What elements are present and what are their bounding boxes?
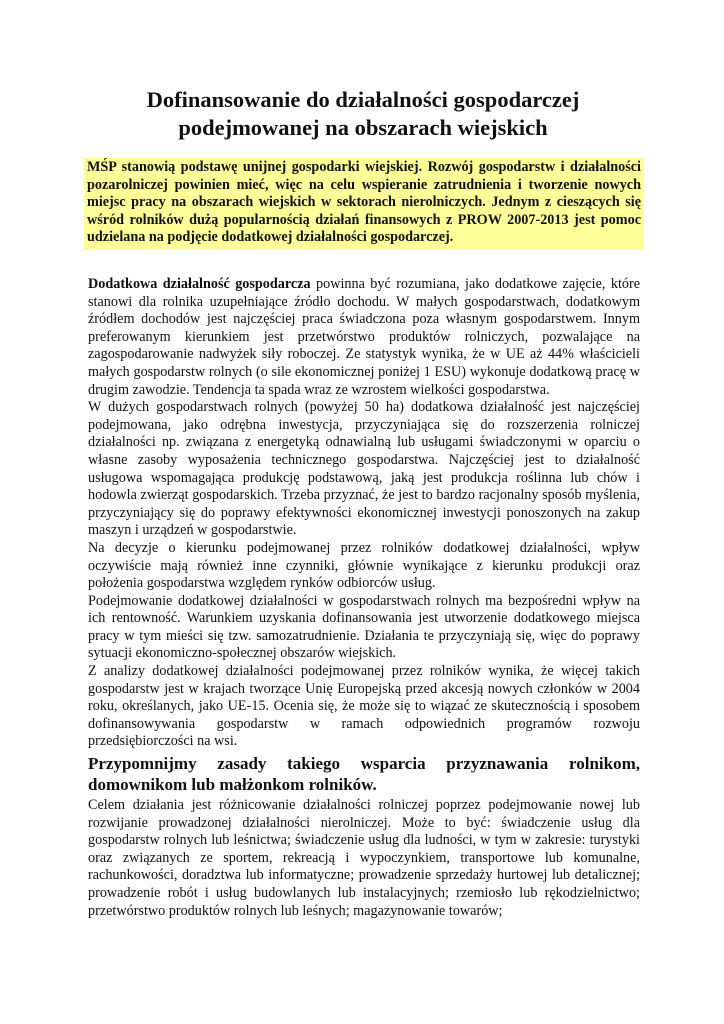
paragraph-3: Na decyzje o kierunku podejmowanej przez rolników dodatkowej działalności, wpływ oczywiście mają również inne czynniki, głównie wynikające z kierunku produkcji oraz położenia gospodarstwa względem rynków odbiorców usług. xyxy=(88,539,640,592)
section-heading: Przypomnijmy zasady takiego wsparcia przyznawania rolnikom, domownikom lub małżonkom rolników. xyxy=(88,754,640,794)
paragraph-1-bold-lead: Dodatkowa działalność gospodarcza xyxy=(88,276,311,292)
highlighted-intro: MŚP stanowią podstawę unijnej gospodarki wiejskiej. Rozwój gospodarstw i działalności pozarolniczej powinien mieć, więc na celu wspieranie zatrudnienia i tworzenie nowych miejsc pracy na obszarach wiejskich w sektorach nierolniczych. Jednym z cieszących się wśród rolników dużą popularnością działań finansowych z PROW 2007-2013 jest pomoc udzielana na podjęcie dodatkowej działalności gospodarczej. xyxy=(84,158,644,250)
paragraph-6: Celem działania jest różnicowanie działalności rolniczej poprzez podejmowanie nowej lub rozwijanie prowadzonej działalności nierolniczej. Może to być: świadczenie usług dla gospodarstw rolnych lub leśnictwa; świadczenie usług dla ludności, w tym w zakresie: turystyki oraz związanych ze sportem, rekreacją i wypoczynkiem, transportowe lub komunalne, rachunkowości, doradztwa lub informatyczne; prowadzenie sprzedaży hurtowej lub detalicznej; prowadzenie robót i usług budowlanych lub instalacyjnych; rzemiosło lub rękodzielnictwo; przetwórstwo produktów rolnych lub leśnych; magazynowanie towarów; xyxy=(88,797,640,919)
document-title xyxy=(88,86,638,142)
title-line-2: podejmowanej na obszarach wiejskich xyxy=(178,115,548,140)
paragraph-1-text: powinna być rozumiana, jako dodatkowe zajęcie, które stanowi dla rolnika uzupełniające źródło dochodu. W małych gospodarstwach, dodatkowym źródłem dochodów jest najczęściej praca świadczona poza własnym gospodarstwem. Innym preferowanym kierunkiem jest przetwórstwo produktów rolniczych, pozwalające na zagospodarowanie nadwyżek siły roboczej. Ze statystyk wynika, że w UE aż 44% właścicieli małych gospodarstw rolnych (o sile ekonomicznej poniżej 1 ESU) wykonuje dodatkową pracę w drugim zawodzie. Tendencja ta spada wraz ze wzrostem wielkości gospodarstwa. xyxy=(88,276,640,398)
main-body xyxy=(88,276,640,751)
paragraph-5: Z analizy dodatkowej działalności podejmowanej przez rolników wynika, że więcej takich gospodarstw jest w krajach tworzące Unię Europejską przed akcesją nowych członków w 2004 roku, określanych, jako UE-15. Ocenia się, że może się to wiązać ze skutecznością i sposobem dofinansowywania gospodarstw w ramach odpowiednich programów rozwoju przedsiębiorczości na wsi. xyxy=(88,663,640,750)
paragraph-2: W dużych gospodarstwach rolnych (powyżej 50 ha) dodatkowa działalność jest najczęściej podejmowana, jako odrębna inwestycja, przyczyniająca się do rozszerzenia rolniczej działalności np. związana z energetyką odnawialną lub usługami świadczonymi w oparciu o własne zasoby wyposażenia technicznego gospodarstwa. Najczęściej jest to działalność usługowa wspomagająca produkcję podstawową, jaką jest produkcja roślinna lub chów i hodowla zwierząt gospodarskich. Trzeba przyznać, że jest to bardzo racjonalny sposób myślenia, przyczyniający się do poprawy efektywności ekonomicznej inwestycji ponoszonych na zakup maszyn i urządzeń w gospodarstwie. xyxy=(88,399,640,539)
paragraph-1 xyxy=(88,276,640,399)
section-body xyxy=(88,797,640,920)
paragraph-4: Podejmowanie dodatkowej działalności w gospodarstwach rolnych ma bezpośredni wpływ na ich rentowność. Warunkiem uzyskania dofinansowania jest utworzenie dodatkowego miejsca pracy w tym mieści się tzw. samozatrudnienie. Działania te przyczyniają się, więc do poprawy sytuacji ekonomiczno-społecznej obszarów wiejskich. xyxy=(88,592,640,662)
title-line-1: Dofinansowanie do działalności gospodarczej xyxy=(146,87,580,112)
